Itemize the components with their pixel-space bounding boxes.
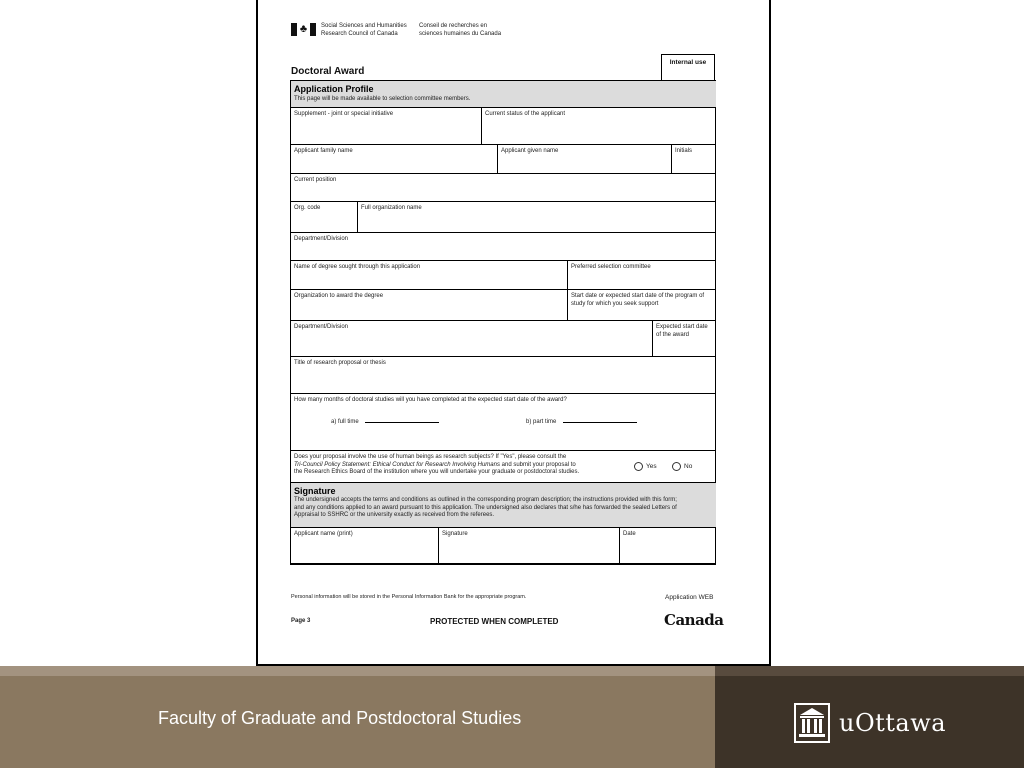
protected-notice: PROTECTED WHEN COMPLETED — [430, 617, 559, 626]
yes-option[interactable] — [634, 462, 657, 471]
profile-note: This page will be made available to selection committee members. — [294, 96, 471, 102]
human-subjects-submit: and submit your proposal to — [499, 461, 576, 468]
months-question-block — [290, 393, 716, 450]
human-subjects-text-1: Does your proposal involve the use of human beings as research subjects? If "Yes", please consult the — [294, 454, 567, 460]
part-time-row[interactable] — [526, 419, 637, 427]
org-award-degree-field[interactable]: Organization to award the degree — [290, 289, 567, 320]
family-name-field[interactable]: Applicant family name — [290, 144, 497, 173]
tcps-reference: Tri-Council Policy Statement: Ethical Conduct for Research Involving Humans — [294, 461, 500, 468]
yes-label: Yes — [646, 463, 657, 471]
org-code-field[interactable]: Org. code — [290, 201, 357, 232]
uottawa-building-icon — [794, 703, 830, 743]
internal-use-box: Internal use — [661, 54, 715, 81]
human-subjects-block — [290, 450, 716, 482]
privacy-note: Personal information will be stored in the Personal Information Bank for the appropriate program. — [291, 594, 527, 600]
department-division-field-2[interactable]: Department/Division — [290, 320, 652, 356]
preferred-committee-field[interactable]: Preferred selection committee — [567, 260, 716, 289]
application-web-label: Application WEB — [665, 594, 714, 601]
agency-name-fr: Conseil de recherches en sciences humaines du Canada — [419, 23, 502, 37]
uottawa-wordmark: uOttawa — [839, 709, 947, 737]
given-name-field[interactable]: Applicant given name — [497, 144, 671, 173]
full-org-name-field[interactable]: Full organization name — [357, 201, 716, 232]
degree-name-field[interactable]: Name of degree sought through this application — [290, 260, 567, 289]
supplement-field[interactable]: Supplement - joint or special initiative — [290, 107, 481, 144]
yes-radio[interactable] — [634, 462, 643, 471]
expected-start-award-field[interactable]: Expected start date of the award — [652, 320, 716, 356]
form-bottom-rule — [290, 563, 716, 565]
signature-terms: The undersigned accepts the terms and conditions as outlined in the corresponding program description; the instructions provided with this form; and any conditions applied to an award pursuant to this application. The undersigned also declares that s/he has forwarded the sealed Letters of Appraisal to SSHRC or the university exactly as received from the referees. — [294, 497, 677, 518]
signature-section — [290, 482, 716, 527]
canada-wordmark: Canada — [664, 611, 724, 629]
months-question: How many months of doctoral studies will you have completed at the expected start date of the award? — [294, 397, 567, 403]
applicant-name-field[interactable]: Applicant name (print) — [290, 527, 438, 564]
profile-header — [290, 80, 716, 107]
current-position-field[interactable]: Current position — [290, 173, 716, 201]
program-start-date-field[interactable]: Start date or expected start date of the program of study for which you seek support — [567, 289, 716, 320]
current-status-field[interactable]: Current status of the applicant — [481, 107, 716, 144]
form-page — [256, 0, 771, 666]
no-radio[interactable] — [672, 462, 681, 471]
part-time-label: b) part time — [526, 419, 557, 425]
faculty-name: Faculty of Graduate and Postdoctoral Studies — [158, 708, 522, 728]
profile-title: Application Profile — [294, 84, 374, 94]
full-time-line[interactable] — [365, 422, 439, 423]
signature-title: Signature — [294, 486, 336, 496]
canada-flag-icon: ♣ — [291, 23, 316, 36]
page-number: Page 3 — [291, 618, 311, 624]
no-option[interactable] — [672, 462, 692, 471]
signature-field[interactable]: Signature — [438, 527, 619, 564]
part-time-line[interactable] — [563, 422, 637, 423]
department-division-field[interactable]: Department/Division — [290, 232, 716, 260]
full-time-row[interactable] — [331, 419, 439, 427]
initials-field[interactable]: Initials — [671, 144, 716, 173]
agency-name-en: Social Sciences and Humanities Research Council of Canada — [321, 23, 407, 37]
full-time-label: a) full time — [331, 419, 359, 425]
research-title-field[interactable]: Title of research proposal or thesis — [290, 356, 716, 393]
human-subjects-text-3: the Research Ethics Board of the institution where you will undertake your graduate or postdoctoral studies. — [294, 469, 580, 475]
document-title: Doctoral Award — [291, 66, 365, 77]
no-label: No — [684, 463, 693, 471]
date-field[interactable]: Date — [619, 527, 716, 564]
